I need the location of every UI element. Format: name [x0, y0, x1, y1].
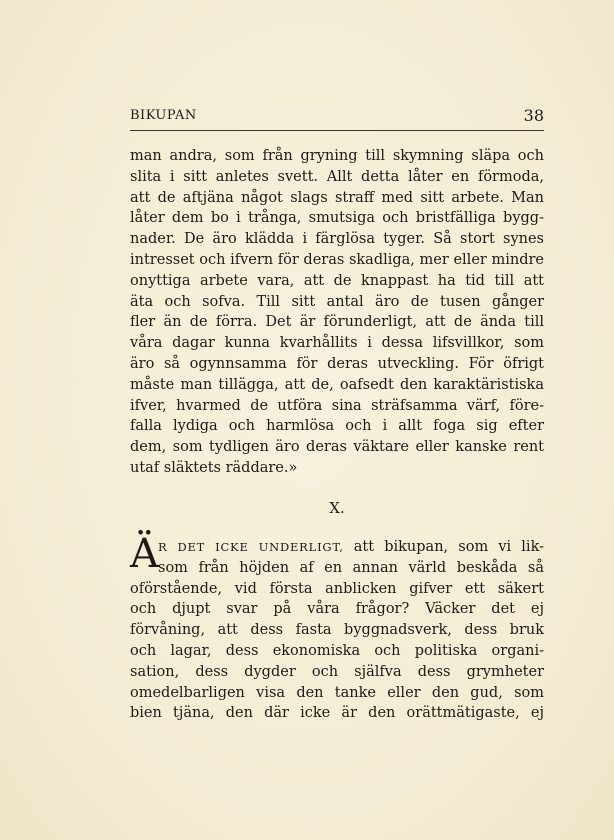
page-header [130, 108, 544, 131]
text-line: slita i sitt anletes svett. Allt detta låter en förmoda, [130, 168, 544, 185]
drop-cap: Ä [130, 531, 159, 577]
text-line: dem, som tydligen äro deras väktare eller kanske rent [130, 439, 544, 456]
text-line: som från höjden af en annan värld beskåda så [158, 559, 544, 576]
paragraph-2 [130, 537, 544, 724]
text-line: fler än de förra. Det är förunderligt, att de ända till [130, 314, 544, 331]
text-line: man andra, som från gryning till skymning släpa och [130, 148, 544, 164]
text-line: sation, dess dygder och själfva dess grymheter [130, 663, 544, 680]
text-line: och lagar, dess ekonomiska och politiska organi- [130, 642, 544, 659]
text-line: nader. De äro klädda i färglösa tyger. Så stort synes [130, 231, 544, 248]
opening-line [130, 537, 544, 558]
text-line: falla lydiga och harmlösa och i allt foga sig efter [130, 418, 544, 435]
opening-line-rest: att bikupan, som vi lik- [343, 539, 545, 555]
text-line: förvåning, att dess fasta byggnadsverk, dess bruk [130, 622, 544, 639]
text-line: och djupt svar på våra frågor? Väcker det ej [130, 601, 544, 618]
chapter-heading: X. [329, 499, 345, 517]
text-line: bien tjäna, den där icke är den orättmätigaste, ej [130, 705, 544, 722]
text-line: våra dagar kunna kvarhållits i dessa lifsvillkor, som [130, 335, 544, 352]
text-line: låter dem bo i trånga, smutsiga och bristfälliga bygg- [130, 210, 544, 227]
text-line: äta och sofva. Till sitt antal äro de tusen gånger [130, 293, 544, 310]
text-line: måste man tillägga, att de, oafsedt den karaktäristiska [130, 376, 544, 393]
text-line: omedelbarligen visa den tanke eller den gud, som [130, 684, 544, 701]
paragraph-1 [130, 146, 544, 479]
text-line: äro så ogynnsamma för deras utveckling. För öfrigt [130, 355, 544, 372]
running-title: BIKUPAN [130, 108, 197, 123]
smallcaps-opening: R DET ICKE UNDERLIGT, [158, 540, 344, 554]
text-line: ifver, hvarmed de utföra sina sträfsamma värf, före- [130, 397, 544, 414]
text-line: intresset och ifvern för deras skadliga, mer eller mindre [130, 251, 544, 268]
text-line: oförstående, vid första anblicken gifver ett säkert [130, 580, 544, 597]
text-line: onyttiga arbete vara, att de knappast ha tid till att [130, 272, 544, 289]
text-line: utaf släktets räddare.» [130, 459, 298, 476]
page-number: 38 [523, 106, 544, 125]
text-line: att de aftjäna något slags straff med sitt arbete. Man [130, 189, 544, 206]
